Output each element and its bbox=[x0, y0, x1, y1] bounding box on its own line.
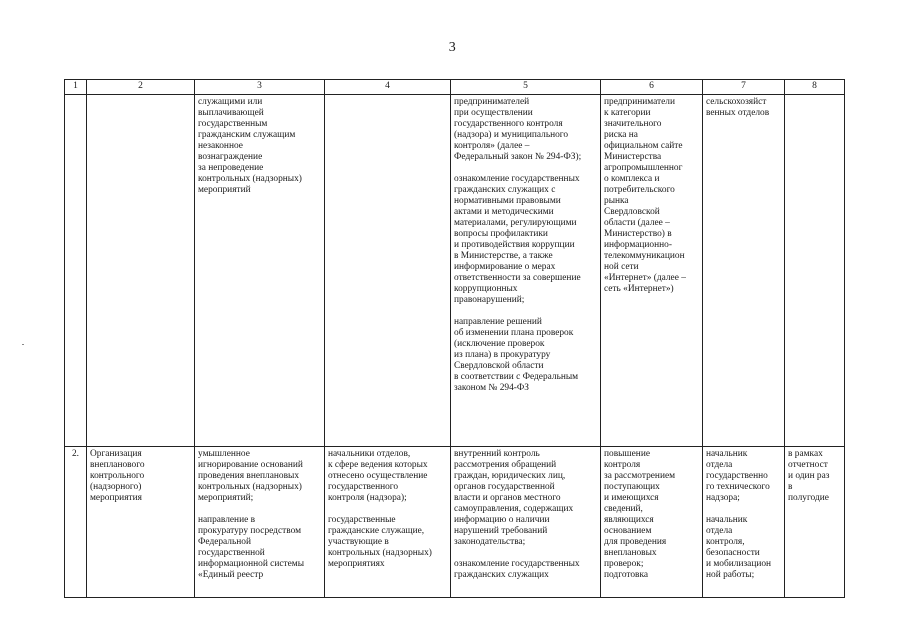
text-line: гражданских служащих bbox=[454, 570, 549, 580]
header-row bbox=[65, 80, 845, 95]
text-line: Министерство) в bbox=[604, 229, 672, 239]
text-line: начальник bbox=[706, 449, 748, 459]
text-line: гражданским служащим bbox=[198, 130, 296, 140]
row2-col7-para1 bbox=[706, 449, 781, 504]
table-row bbox=[65, 447, 845, 598]
text-line: Свердловской bbox=[604, 207, 660, 217]
text-line: из плана) в прокуратуру bbox=[454, 350, 551, 360]
row1-col8 bbox=[785, 95, 845, 447]
text-line: за непроведение bbox=[198, 163, 264, 173]
text-line: контрольного bbox=[90, 471, 145, 481]
row2-col3-para1 bbox=[198, 449, 321, 504]
text-line: «Интернет» (далее – bbox=[604, 273, 686, 283]
text-line: сведений, bbox=[604, 504, 643, 514]
text-line: значительного bbox=[604, 119, 662, 129]
row2-col6-text bbox=[604, 449, 699, 581]
row1-col5-para1 bbox=[454, 97, 597, 163]
text-line: умышленное bbox=[198, 449, 250, 459]
text-line: (надзорного) bbox=[90, 482, 142, 492]
text-line: нормативными правовыми bbox=[454, 196, 561, 206]
text-line: проверок; bbox=[604, 559, 644, 569]
text-line: Свердловской области bbox=[454, 361, 544, 371]
row2-col5-para2 bbox=[454, 559, 597, 581]
row2-col8-text bbox=[788, 449, 841, 504]
text-line: для проведения bbox=[604, 537, 667, 547]
row1-col7-text bbox=[706, 97, 781, 119]
text-line: проведения внеплановых bbox=[198, 471, 300, 481]
text-line: и противодействия коррупции bbox=[454, 240, 575, 250]
text-line: за рассмотрением bbox=[604, 471, 676, 481]
text-line: в рамках bbox=[788, 449, 823, 459]
text-line: мероприятий bbox=[198, 185, 251, 195]
measures-table bbox=[64, 79, 845, 598]
scan-speck bbox=[22, 344, 24, 345]
text-line: в соответствии с Федеральным bbox=[454, 372, 579, 382]
text-line: поступающих bbox=[604, 482, 660, 492]
text-line: отдела bbox=[706, 526, 733, 536]
text-line: отнесено осуществление bbox=[328, 471, 428, 481]
text-line: начальник bbox=[706, 515, 748, 525]
text-line: гражданские служащие, bbox=[328, 526, 425, 536]
table-row bbox=[65, 95, 845, 447]
text-line: самоуправления, содержащих bbox=[454, 504, 574, 514]
text-line: контрольных (надзорных) bbox=[198, 482, 302, 492]
header-col-4: 4 bbox=[325, 80, 451, 95]
text-line: Федеральный закон № 294-ФЗ); bbox=[454, 152, 582, 162]
row1-col6 bbox=[601, 95, 703, 447]
text-line: мероприятий; bbox=[198, 493, 254, 503]
text-line: повышение bbox=[604, 449, 651, 459]
text-line: (исключение проверок bbox=[454, 339, 545, 349]
text-line: области (далее – bbox=[604, 218, 670, 228]
text-line: предпринимателей bbox=[454, 97, 530, 107]
text-line: государственного контроля bbox=[454, 119, 563, 129]
row2-col3 bbox=[195, 447, 325, 598]
row2-col5 bbox=[451, 447, 601, 598]
row2-col7-para2 bbox=[706, 515, 781, 581]
text-line: внутренний контроль bbox=[454, 449, 540, 459]
text-line: при осуществлении bbox=[454, 108, 533, 118]
row1-col5-para3 bbox=[454, 317, 597, 394]
text-line: и один раз bbox=[788, 471, 830, 481]
row2-col4 bbox=[325, 447, 451, 598]
text-line: «Единый реестр bbox=[198, 570, 264, 580]
text-line: информацию о наличии bbox=[454, 515, 550, 525]
text-line: к категории bbox=[604, 108, 651, 118]
text-line: официальном сайте bbox=[604, 141, 683, 151]
header-col-2: 2 bbox=[87, 80, 195, 95]
text-line: подготовка bbox=[604, 570, 649, 580]
row2-col4-para2 bbox=[328, 515, 447, 570]
text-line: коррупционных bbox=[454, 284, 518, 294]
text-line: правонарушений; bbox=[454, 295, 525, 305]
text-line: контроля» (далее – bbox=[454, 141, 530, 151]
text-line: мероприятиях bbox=[328, 559, 385, 569]
row2-col8 bbox=[785, 447, 845, 598]
row2-col5-para1 bbox=[454, 449, 597, 548]
row2-col7 bbox=[703, 447, 785, 598]
row1-col5 bbox=[451, 95, 601, 447]
text-line: информирование о мерах bbox=[454, 262, 556, 272]
text-line: служащими или bbox=[198, 97, 263, 107]
text-line: граждан, юридических лиц, bbox=[454, 471, 566, 481]
text-line: незаконное bbox=[198, 141, 243, 151]
text-line: информационно- bbox=[604, 240, 672, 250]
text-line: внепланового bbox=[90, 460, 145, 470]
row1-col5-para2 bbox=[454, 174, 597, 306]
row1-col4 bbox=[325, 95, 451, 447]
text-line: об изменении плана проверок bbox=[454, 328, 574, 338]
text-line: (надзора) и муниципального bbox=[454, 130, 569, 140]
text-line: ответственности за совершение bbox=[454, 273, 581, 283]
row1-col3 bbox=[195, 95, 325, 447]
text-line: государственной bbox=[198, 548, 265, 558]
text-line: ознакомление государственных bbox=[454, 559, 580, 569]
text-line: ной сети bbox=[604, 262, 639, 272]
text-line: государственные bbox=[328, 515, 396, 525]
header-col-7: 7 bbox=[703, 80, 785, 95]
text-line: рассмотрения обращений bbox=[454, 460, 557, 470]
text-line: государственно bbox=[706, 471, 768, 481]
text-line: к сфере ведения которых bbox=[328, 460, 428, 470]
text-line: венных отделов bbox=[706, 108, 770, 118]
text-line: Федеральной bbox=[198, 537, 251, 547]
text-line: власти и органов местного bbox=[454, 493, 561, 503]
text-line: го технического bbox=[706, 482, 770, 492]
row2-col6 bbox=[601, 447, 703, 598]
text-line: законом № 294-ФЗ bbox=[454, 383, 530, 393]
text-line: телекоммуникацион bbox=[604, 251, 685, 261]
text-line: и имеющихся bbox=[604, 493, 659, 503]
text-line: мероприятия bbox=[90, 493, 142, 503]
row2-col2 bbox=[87, 447, 195, 598]
text-line: внеплановых bbox=[604, 548, 657, 558]
text-line: игнорирование оснований bbox=[198, 460, 303, 470]
header-col-5: 5 bbox=[451, 80, 601, 95]
row1-col3-text bbox=[198, 97, 321, 196]
row1-col7 bbox=[703, 95, 785, 447]
text-line: материалами, регулирующими bbox=[454, 218, 577, 228]
text-line: органов государственной bbox=[454, 482, 555, 492]
text-line: являющихся bbox=[604, 515, 654, 525]
text-line: о комплекса и bbox=[604, 174, 660, 184]
header-col-1: 1 bbox=[65, 80, 87, 95]
text-line: гражданских служащих с bbox=[454, 185, 556, 195]
text-line: контрольных (надзорных) bbox=[198, 174, 302, 184]
header-col-3: 3 bbox=[195, 80, 325, 95]
text-line: надзора; bbox=[706, 493, 740, 503]
text-line: и мобилизацион bbox=[706, 559, 772, 569]
text-line: государственным bbox=[198, 119, 268, 129]
row1-col2 bbox=[87, 95, 195, 447]
text-line: контроля bbox=[604, 460, 641, 470]
text-line: в bbox=[788, 482, 793, 492]
text-line: отдела bbox=[706, 460, 733, 470]
text-line: контрольных (надзорных) bbox=[328, 548, 432, 558]
text-line: рынка bbox=[604, 196, 629, 206]
text-line: потребительского bbox=[604, 185, 675, 195]
text-line: сельскохозяйст bbox=[706, 97, 767, 107]
header-col-8: 8 bbox=[785, 80, 845, 95]
row2-col1: 2. bbox=[65, 447, 87, 598]
text-line: нарушений требований bbox=[454, 526, 548, 536]
text-line: актами и методическими bbox=[454, 207, 554, 217]
text-line: направление в bbox=[198, 515, 256, 525]
text-line: законодательства; bbox=[454, 537, 526, 547]
text-line: государственного bbox=[328, 482, 399, 492]
text-line: Министерства bbox=[604, 152, 662, 162]
text-line: отчетност bbox=[788, 460, 828, 470]
text-line: полугодие bbox=[788, 493, 829, 503]
text-line: в Министерстве, а также bbox=[454, 251, 553, 261]
text-line: ной работы; bbox=[706, 570, 755, 580]
text-line: контроля (надзора); bbox=[328, 493, 407, 503]
text-line: вознаграждение bbox=[198, 152, 263, 162]
text-line: риска на bbox=[604, 130, 638, 140]
text-line: вопросы профилактики bbox=[454, 229, 548, 239]
text-line: контроля, bbox=[706, 537, 745, 547]
page-number: 3 bbox=[448, 40, 457, 55]
header-col-6: 6 bbox=[601, 80, 703, 95]
text-line: основанием bbox=[604, 526, 652, 536]
text-line: сеть «Интернет») bbox=[604, 284, 674, 294]
row1-col6-text bbox=[604, 97, 699, 295]
text-line: Организация bbox=[90, 449, 142, 459]
text-line: начальники отделов, bbox=[328, 449, 411, 459]
row2-col3-para2 bbox=[198, 515, 321, 581]
text-line: безопасности bbox=[706, 548, 760, 558]
text-line: предприниматели bbox=[604, 97, 676, 107]
row2-col2-text bbox=[90, 449, 191, 504]
text-line: ознакомление государственных bbox=[454, 174, 580, 184]
text-line: участвующие в bbox=[328, 537, 389, 547]
text-line: направление решений bbox=[454, 317, 542, 327]
text-line: информационной системы bbox=[198, 559, 305, 569]
row1-col1 bbox=[65, 95, 87, 447]
text-line: выплачивающей bbox=[198, 108, 264, 118]
row2-col4-para1 bbox=[328, 449, 447, 504]
text-line: прокуратуру посредством bbox=[198, 526, 302, 536]
text-line: агропромышленног bbox=[604, 163, 683, 173]
